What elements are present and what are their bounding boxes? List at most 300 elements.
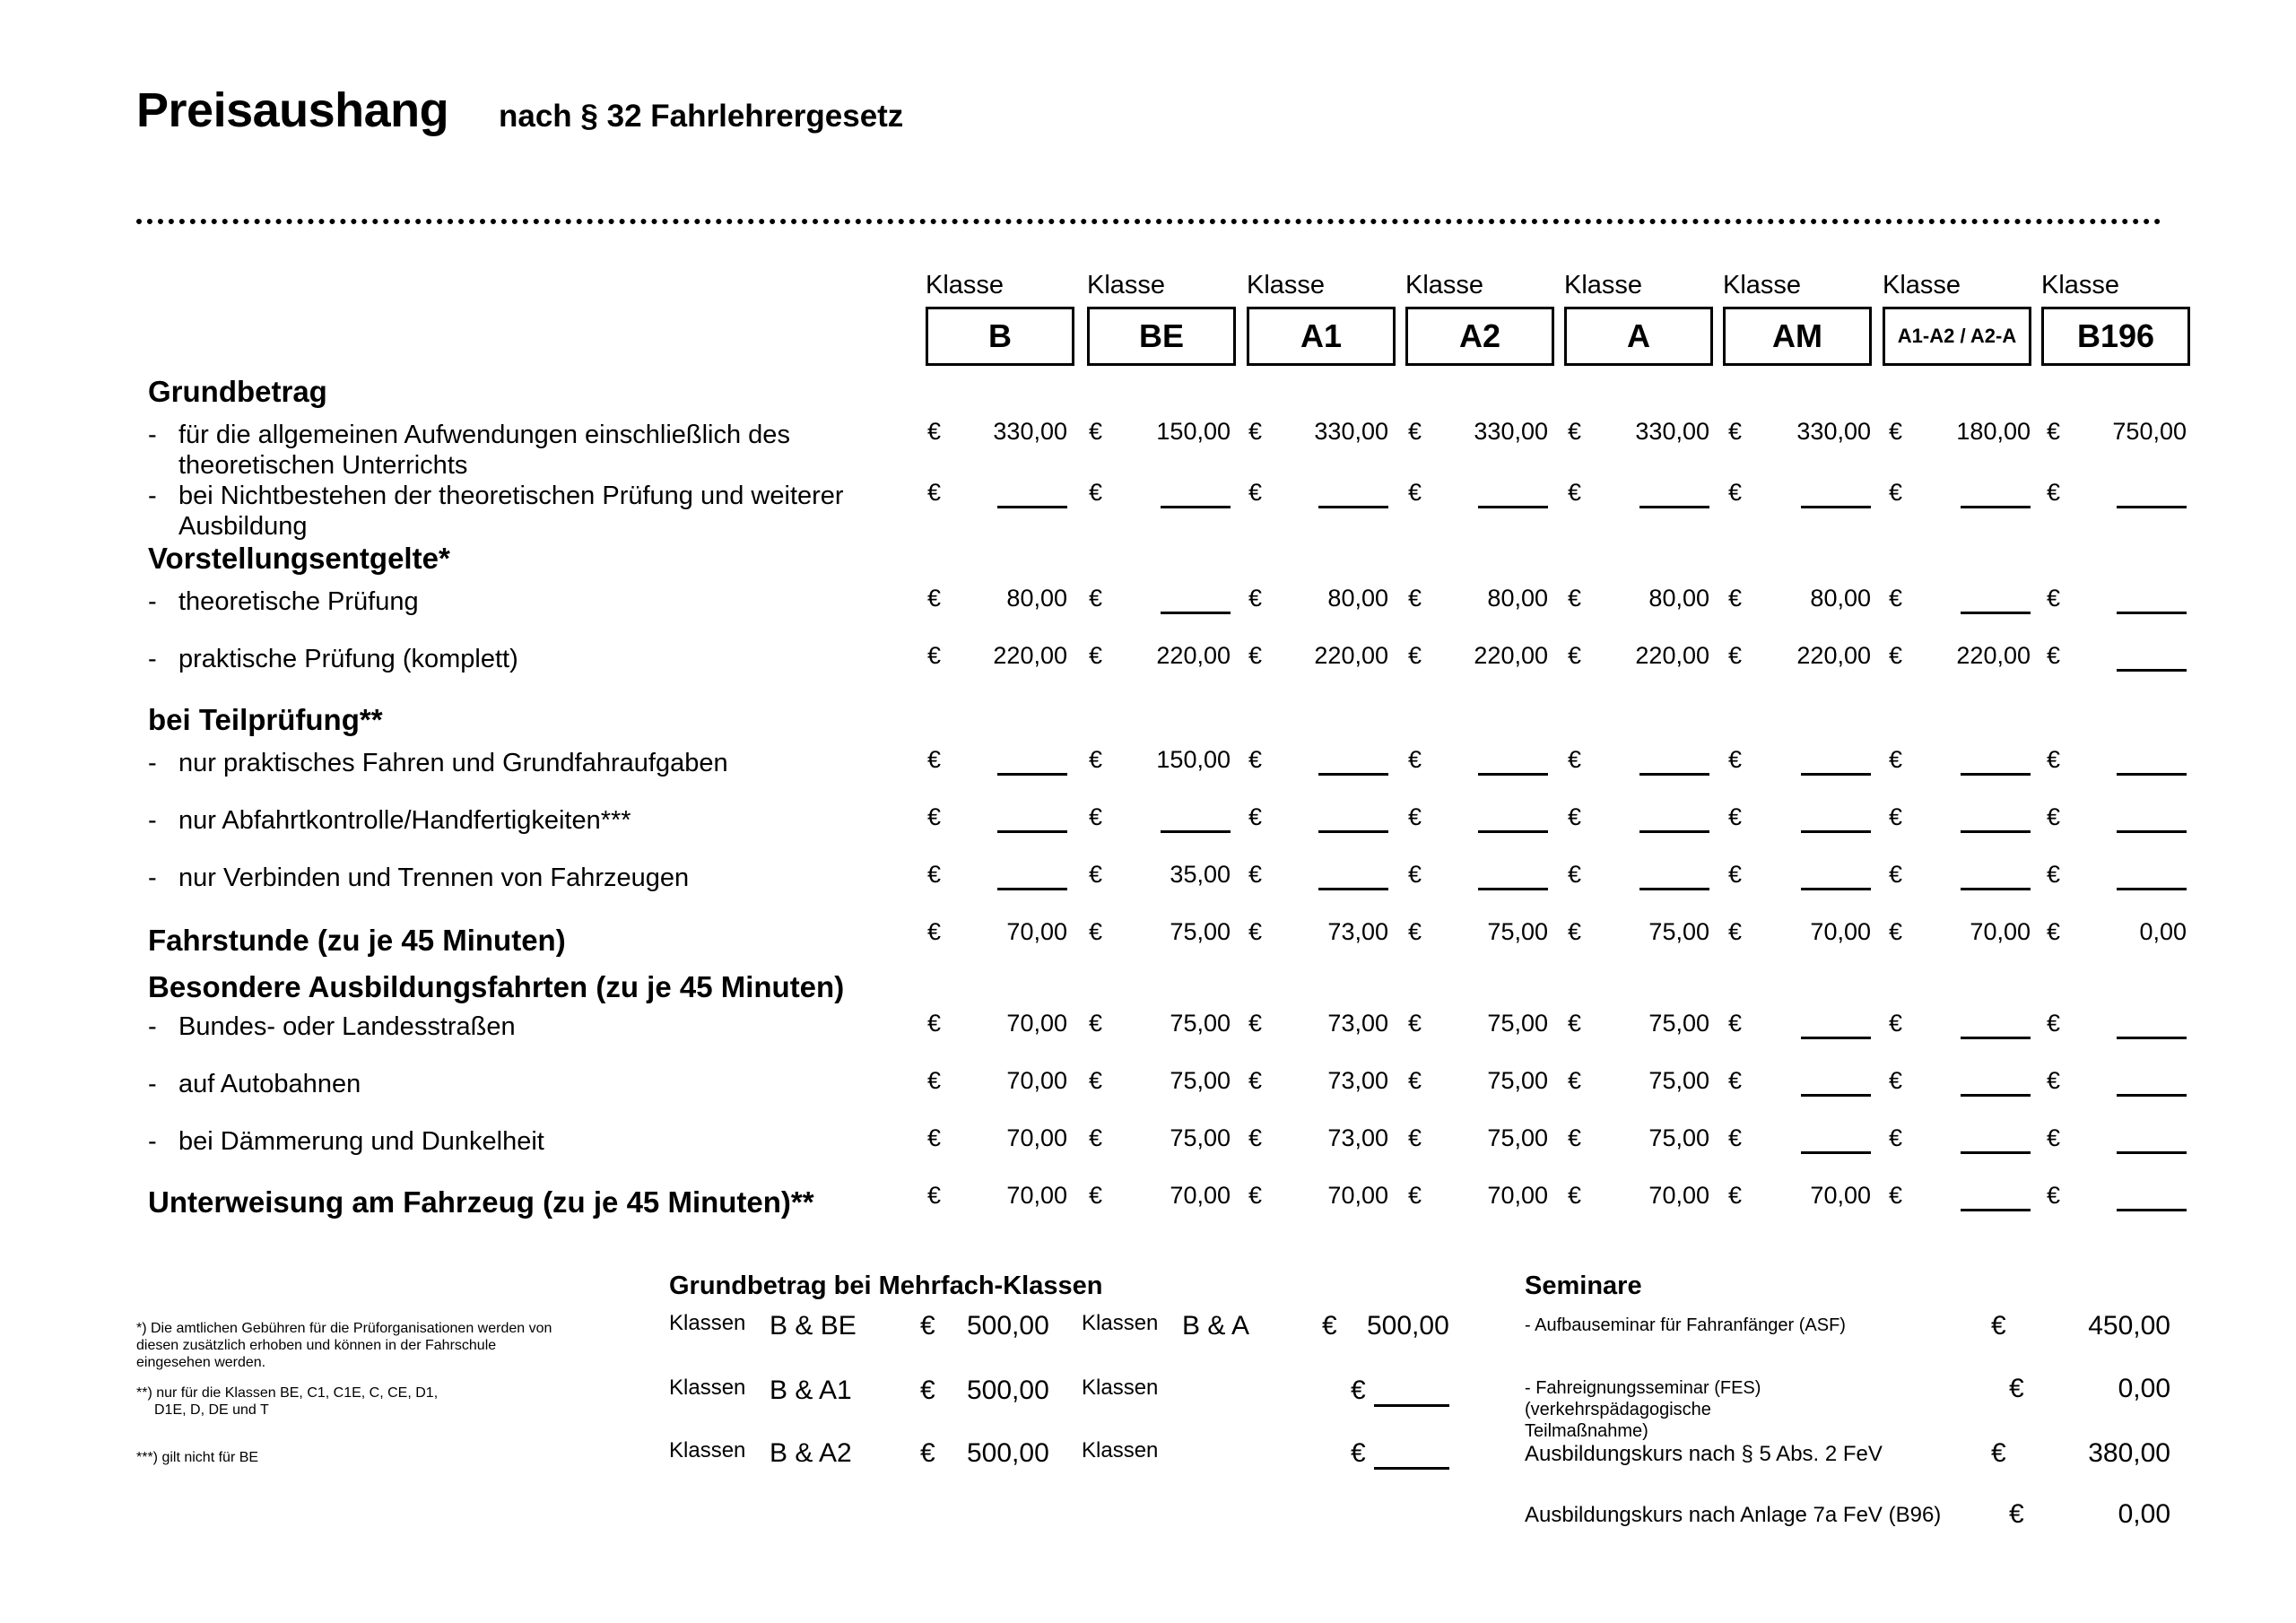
euro-sign: € bbox=[1408, 1010, 1422, 1037]
price-value: 35,00 bbox=[1170, 861, 1231, 888]
price-blank-field bbox=[1923, 861, 2031, 891]
blank-line bbox=[1161, 830, 1231, 833]
blank-line bbox=[1801, 888, 1871, 890]
mehrfach-value: 500,00 bbox=[967, 1311, 1049, 1341]
mehrfach-klassen-label: Klassen bbox=[669, 1376, 746, 1400]
euro-sign: € bbox=[927, 803, 942, 830]
euro-sign: € bbox=[1408, 746, 1422, 773]
klasse-label: Klasse bbox=[1405, 271, 1484, 299]
seminar-label: - Fahreignungsseminar (FES) (verkehrspädagogische Teilmaßnahme) bbox=[1525, 1378, 1761, 1441]
row-label: - bei Dämmerung und Dunkelheit bbox=[148, 1127, 544, 1156]
price-blank-field bbox=[1440, 479, 1548, 509]
price-value: 75,00 bbox=[1648, 1010, 1709, 1037]
row-label: - bei Nichtbestehen der theoretischen Prüfung und weiterer Ausbildung bbox=[148, 482, 844, 541]
price-blank-field bbox=[1923, 746, 2031, 777]
euro-sign: € bbox=[1089, 918, 1103, 945]
euro-sign: € bbox=[1568, 418, 1582, 445]
euro-sign: € bbox=[1248, 803, 1263, 830]
mehrfach-value: 500,00 bbox=[967, 1376, 1049, 1405]
price-value: 180,00 bbox=[1956, 418, 2031, 445]
price-value: 73,00 bbox=[1327, 918, 1388, 945]
price-blank-field bbox=[1923, 479, 2031, 509]
euro-sign: € bbox=[1089, 585, 1103, 612]
price-blank-field bbox=[2079, 585, 2187, 615]
euro-sign: € bbox=[1568, 803, 1582, 830]
price-value: 75,00 bbox=[1487, 1010, 1548, 1037]
euro-sign: € bbox=[2047, 418, 2061, 445]
euro-sign: € bbox=[1728, 1010, 1743, 1037]
blank-line bbox=[1318, 773, 1388, 776]
euro-sign: € bbox=[1728, 585, 1743, 612]
euro-sign: € bbox=[927, 418, 942, 445]
price-value: 70,00 bbox=[1487, 1182, 1548, 1209]
euro-sign: € bbox=[1568, 861, 1582, 888]
price-value: 80,00 bbox=[1327, 585, 1388, 612]
euro-sign: € bbox=[1889, 746, 1903, 773]
price-value: 75,00 bbox=[1487, 1124, 1548, 1151]
price-blank-field bbox=[1763, 803, 1871, 834]
klasse-box: A2 bbox=[1405, 307, 1554, 366]
price-blank-field bbox=[2079, 803, 2187, 834]
blank-line bbox=[1961, 1209, 2031, 1211]
euro-sign: € bbox=[2047, 918, 2061, 945]
blank-line bbox=[1961, 506, 2031, 508]
price-blank-field bbox=[1440, 746, 1548, 777]
euro-sign: € bbox=[2047, 585, 2061, 612]
euro-sign: € bbox=[1408, 585, 1422, 612]
blank-line bbox=[1374, 1440, 1449, 1470]
euro-sign: € bbox=[1568, 642, 1582, 669]
price-value: 220,00 bbox=[1796, 642, 1871, 669]
euro-sign: € bbox=[1408, 418, 1422, 445]
euro-sign: € bbox=[1089, 861, 1103, 888]
blank-line bbox=[1801, 1094, 1871, 1097]
price-value: 75,00 bbox=[1487, 1067, 1548, 1094]
price-value: 75,00 bbox=[1170, 918, 1231, 945]
price-value: 73,00 bbox=[1327, 1067, 1388, 1094]
price-value: 330,00 bbox=[1635, 418, 1709, 445]
euro-sign: € bbox=[920, 1438, 935, 1468]
price-blank-field bbox=[1923, 1010, 2031, 1040]
euro-sign: € bbox=[2009, 1374, 2024, 1403]
euro-sign: € bbox=[1728, 861, 1743, 888]
euro-sign: € bbox=[1889, 918, 1903, 945]
euro-sign: € bbox=[1089, 746, 1103, 773]
price-blank-field bbox=[2079, 642, 2187, 673]
klasse-box: A1-A2 / A2-A bbox=[1883, 307, 2031, 366]
seminar-value: 0,00 bbox=[2118, 1374, 2170, 1403]
price-value: 73,00 bbox=[1327, 1124, 1388, 1151]
klasse-box: A bbox=[1564, 307, 1713, 366]
price-value: 330,00 bbox=[1314, 418, 1388, 445]
euro-sign: € bbox=[1351, 1376, 1366, 1405]
euro-sign: € bbox=[920, 1311, 935, 1341]
price-value: 150,00 bbox=[1156, 418, 1231, 445]
euro-sign: € bbox=[2047, 1182, 2061, 1209]
blank-line bbox=[2117, 830, 2187, 833]
euro-sign: € bbox=[1728, 803, 1743, 830]
blank-line bbox=[2117, 1209, 2187, 1211]
seminar-label: Ausbildungskurs nach Anlage 7a FeV (B96) bbox=[1525, 1503, 1942, 1527]
blank-line bbox=[1801, 1037, 1871, 1039]
seminar-label: - Aufbauseminar für Fahranfänger (ASF) bbox=[1525, 1315, 1846, 1335]
euro-sign: € bbox=[927, 642, 942, 669]
price-blank-field bbox=[1281, 861, 1388, 891]
euro-sign: € bbox=[920, 1376, 935, 1405]
euro-sign: € bbox=[1248, 1182, 1263, 1209]
price-value: 75,00 bbox=[1648, 1067, 1709, 1094]
euro-sign: € bbox=[1408, 1067, 1422, 1094]
row-label: - nur Verbinden und Trennen von Fahrzeugen bbox=[148, 864, 690, 892]
price-blank-field bbox=[1923, 1124, 2031, 1155]
price-value: 220,00 bbox=[1635, 642, 1709, 669]
euro-sign: € bbox=[1089, 1010, 1103, 1037]
euro-sign: € bbox=[1248, 746, 1263, 773]
price-value: 150,00 bbox=[1156, 746, 1231, 773]
price-value: 70,00 bbox=[1006, 1067, 1067, 1094]
mehrfach-klassen-label: Klassen bbox=[669, 1438, 746, 1462]
price-blank-field bbox=[2079, 1182, 2187, 1212]
blank-line bbox=[997, 888, 1067, 890]
euro-sign: € bbox=[1248, 861, 1263, 888]
euro-sign: € bbox=[1728, 918, 1743, 945]
euro-sign: € bbox=[1728, 746, 1743, 773]
price-value: 70,00 bbox=[1006, 1010, 1067, 1037]
euro-sign: € bbox=[1889, 803, 1903, 830]
euro-sign: € bbox=[1728, 418, 1743, 445]
price-blank-field bbox=[1440, 803, 1548, 834]
price-blank-field bbox=[1763, 1010, 1871, 1040]
blank-line bbox=[1801, 506, 1871, 508]
euro-sign: € bbox=[2047, 746, 2061, 773]
row-label: - auf Autobahnen bbox=[148, 1070, 361, 1098]
price-value: 70,00 bbox=[1006, 1182, 1067, 1209]
euro-sign: € bbox=[2047, 861, 2061, 888]
price-value: 75,00 bbox=[1487, 918, 1548, 945]
blank-line bbox=[1639, 773, 1709, 776]
euro-sign: € bbox=[1248, 918, 1263, 945]
euro-sign: € bbox=[1089, 1182, 1103, 1209]
euro-sign: € bbox=[1728, 1124, 1743, 1151]
klasse-box: A1 bbox=[1247, 307, 1396, 366]
euro-sign: € bbox=[1248, 1124, 1263, 1151]
euro-sign: € bbox=[1408, 642, 1422, 669]
euro-sign: € bbox=[927, 1124, 942, 1151]
price-blank-field bbox=[1923, 1067, 2031, 1098]
euro-sign: € bbox=[1089, 642, 1103, 669]
price-blank-field bbox=[1123, 585, 1231, 615]
klasse-box: B196 bbox=[2041, 307, 2190, 366]
price-blank-field bbox=[1602, 861, 1709, 891]
euro-sign: € bbox=[927, 1010, 942, 1037]
euro-sign: € bbox=[1728, 642, 1743, 669]
price-blank-field bbox=[1602, 803, 1709, 834]
euro-sign: € bbox=[1889, 642, 1903, 669]
row-label: - nur praktisches Fahren und Grundfahraufgaben bbox=[148, 749, 728, 777]
price-blank-field bbox=[1281, 479, 1388, 509]
euro-sign: € bbox=[927, 585, 942, 612]
price-blank-field bbox=[1281, 746, 1388, 777]
price-blank-field bbox=[2079, 479, 2187, 509]
price-blank-field bbox=[1923, 1182, 2031, 1212]
price-blank-field bbox=[1763, 1124, 1871, 1155]
footnote-2: **) nur für die Klassen BE, C1, C1E, C, CE, D1, bbox=[136, 1385, 439, 1401]
euro-sign: € bbox=[2047, 642, 2061, 669]
blank-line bbox=[1961, 1037, 2031, 1039]
blank-line bbox=[1961, 773, 2031, 776]
dotted-divider bbox=[136, 219, 2161, 224]
price-value: 80,00 bbox=[1487, 585, 1548, 612]
price-value: 70,00 bbox=[1810, 1182, 1871, 1209]
euro-sign: € bbox=[1408, 918, 1422, 945]
price-value: 75,00 bbox=[1648, 918, 1709, 945]
seminar-value: 450,00 bbox=[2088, 1311, 2170, 1341]
seminar-label: Ausbildungskurs nach § 5 Abs. 2 FeV bbox=[1525, 1442, 1883, 1466]
section-unterweisung: Unterweisung am Fahrzeug (zu je 45 Minuten)** bbox=[148, 1185, 814, 1219]
euro-sign: € bbox=[1889, 1010, 1903, 1037]
blank-line bbox=[1639, 888, 1709, 890]
price-blank-field bbox=[2079, 1010, 2187, 1040]
price-value: 75,00 bbox=[1170, 1010, 1231, 1037]
seminar-value: 0,00 bbox=[2118, 1499, 2170, 1529]
euro-sign: € bbox=[1248, 1010, 1263, 1037]
price-value: 75,00 bbox=[1648, 1124, 1709, 1151]
section-teilpruefung: bei Teilprüfung** bbox=[148, 703, 383, 736]
euro-sign: € bbox=[1408, 861, 1422, 888]
euro-sign: € bbox=[1408, 1182, 1422, 1209]
klasse-label: Klasse bbox=[1723, 271, 1802, 299]
euro-sign: € bbox=[1089, 1067, 1103, 1094]
price-value: 80,00 bbox=[1810, 585, 1871, 612]
klasse-box: AM bbox=[1723, 307, 1872, 366]
blank-line bbox=[1478, 888, 1548, 890]
footnote-2-cont: D1E, D, DE und T bbox=[154, 1402, 269, 1418]
blank-line bbox=[2117, 1037, 2187, 1039]
section-besondere-ausbildungsfahrten: Besondere Ausbildungsfahrten (zu je 45 Minuten) bbox=[148, 970, 845, 1003]
section-grundbetrag: Grundbetrag bbox=[148, 375, 327, 408]
euro-sign: € bbox=[1889, 1067, 1903, 1094]
blank-line bbox=[2117, 1094, 2187, 1097]
row-label: - Bundes- oder Landesstraßen bbox=[148, 1012, 516, 1041]
price-blank-field bbox=[1123, 803, 1231, 834]
blank-line bbox=[997, 773, 1067, 776]
price-value: 80,00 bbox=[1006, 585, 1067, 612]
klasse-label: Klasse bbox=[2041, 271, 2120, 299]
mehrfach-combo: B & A2 bbox=[770, 1438, 852, 1468]
klasse-label: Klasse bbox=[926, 271, 1004, 299]
price-blank-field bbox=[1763, 479, 1871, 509]
blank-line bbox=[1639, 830, 1709, 833]
mehrfach-combo: B & A bbox=[1182, 1311, 1250, 1341]
euro-sign: € bbox=[2047, 1010, 2061, 1037]
blank-line bbox=[2117, 506, 2187, 508]
price-value: 220,00 bbox=[993, 642, 1067, 669]
price-value: 80,00 bbox=[1648, 585, 1709, 612]
euro-sign: € bbox=[1248, 418, 1263, 445]
footnote-1: *) Die amtlichen Gebühren für die Prüforganisationen werden von diesen zusätzlich erhoben und können in der Fahrschule eingesehen werden. bbox=[136, 1321, 552, 1370]
page-title: Preisaushang bbox=[136, 83, 449, 137]
price-value: 220,00 bbox=[1314, 642, 1388, 669]
price-blank-field bbox=[2079, 1124, 2187, 1155]
blank-line bbox=[1961, 1094, 2031, 1097]
euro-sign: € bbox=[927, 1182, 942, 1209]
price-blank-field bbox=[960, 479, 1067, 509]
price-value: 330,00 bbox=[1796, 418, 1871, 445]
euro-sign: € bbox=[1408, 479, 1422, 506]
euro-sign: € bbox=[927, 918, 942, 945]
price-blank-field bbox=[1440, 861, 1548, 891]
euro-sign: € bbox=[1089, 479, 1103, 506]
price-value: 220,00 bbox=[1956, 642, 2031, 669]
mehrfach-value: 500,00 bbox=[1367, 1311, 1449, 1341]
mehrfach-combo: B & A1 bbox=[770, 1376, 852, 1405]
euro-sign: € bbox=[1568, 1124, 1582, 1151]
euro-sign: € bbox=[1728, 1182, 1743, 1209]
blank-line bbox=[1161, 506, 1231, 508]
blank-line bbox=[2117, 669, 2187, 672]
euro-sign: € bbox=[1568, 746, 1582, 773]
blank-line bbox=[1961, 830, 2031, 833]
price-value: 70,00 bbox=[1327, 1182, 1388, 1209]
blank-line bbox=[2117, 888, 2187, 890]
euro-sign: € bbox=[1089, 418, 1103, 445]
euro-sign: € bbox=[1568, 585, 1582, 612]
klasse-box: BE bbox=[1087, 307, 1236, 366]
price-blank-field bbox=[1763, 1067, 1871, 1098]
euro-sign: € bbox=[1568, 1010, 1582, 1037]
price-blank-field bbox=[1602, 479, 1709, 509]
euro-sign: € bbox=[1991, 1311, 2006, 1341]
section-fahrstunde: Fahrstunde (zu je 45 Minuten) bbox=[148, 924, 566, 957]
price-value: 70,00 bbox=[1648, 1182, 1709, 1209]
mehrfach-klassen-label: Klassen bbox=[1082, 1438, 1159, 1462]
price-blank-field bbox=[2079, 1067, 2187, 1098]
mehrfach-klassen-label: Klassen bbox=[1082, 1311, 1159, 1335]
euro-sign: € bbox=[1889, 1182, 1903, 1209]
euro-sign: € bbox=[1889, 585, 1903, 612]
mehrfach-combo: B & BE bbox=[770, 1311, 857, 1341]
price-blank-field bbox=[1763, 861, 1871, 891]
price-value: 750,00 bbox=[2112, 418, 2187, 445]
price-blank-field bbox=[960, 861, 1067, 891]
seminare-heading: Seminare bbox=[1525, 1271, 1642, 1300]
euro-sign: € bbox=[1568, 479, 1582, 506]
blank-line bbox=[997, 830, 1067, 833]
euro-sign: € bbox=[1889, 418, 1903, 445]
euro-sign: € bbox=[1351, 1438, 1366, 1468]
euro-sign: € bbox=[927, 1067, 942, 1094]
blank-line bbox=[2117, 773, 2187, 776]
euro-sign: € bbox=[1248, 479, 1263, 506]
price-value: 0,00 bbox=[2139, 918, 2187, 945]
euro-sign: € bbox=[2047, 1124, 2061, 1151]
euro-sign: € bbox=[2047, 479, 2061, 506]
euro-sign: € bbox=[1568, 918, 1582, 945]
seminar-value: 380,00 bbox=[2088, 1438, 2170, 1468]
euro-sign: € bbox=[1322, 1311, 1337, 1341]
euro-sign: € bbox=[1991, 1438, 2006, 1468]
euro-sign: € bbox=[927, 861, 942, 888]
euro-sign: € bbox=[1248, 642, 1263, 669]
row-label: - nur Abfahrtkontrolle/Handfertigkeiten*** bbox=[148, 806, 631, 835]
footnote-3: ***) gilt nicht für BE bbox=[136, 1450, 259, 1465]
klasse-box: B bbox=[926, 307, 1074, 366]
row-label: - praktische Prüfung (komplett) bbox=[148, 645, 518, 673]
blank-line bbox=[1801, 830, 1871, 833]
blank-line bbox=[2117, 1151, 2187, 1154]
price-value: 73,00 bbox=[1327, 1010, 1388, 1037]
price-value: 70,00 bbox=[1810, 918, 1871, 945]
klasse-label: Klasse bbox=[1883, 271, 1961, 299]
blank-line bbox=[1961, 1151, 2031, 1154]
euro-sign: € bbox=[927, 479, 942, 506]
euro-sign: € bbox=[2047, 803, 2061, 830]
price-blank-field bbox=[1602, 746, 1709, 777]
price-value: 70,00 bbox=[1006, 1124, 1067, 1151]
blank-line bbox=[1318, 888, 1388, 890]
price-value: 75,00 bbox=[1170, 1067, 1231, 1094]
euro-sign: € bbox=[1248, 585, 1263, 612]
euro-sign: € bbox=[1728, 479, 1743, 506]
price-blank-field bbox=[1763, 746, 1871, 777]
price-value: 330,00 bbox=[993, 418, 1067, 445]
euro-sign: € bbox=[927, 746, 942, 773]
euro-sign: € bbox=[1248, 1067, 1263, 1094]
price-value: 70,00 bbox=[1170, 1182, 1231, 1209]
blank-line bbox=[2117, 612, 2187, 614]
blank-line bbox=[1961, 612, 2031, 614]
row-label: - theoretische Prüfung bbox=[148, 587, 419, 616]
price-blank-field bbox=[2079, 861, 2187, 891]
page-subtitle: nach § 32 Fahrlehrergesetz bbox=[499, 99, 904, 134]
euro-sign: € bbox=[1568, 1182, 1582, 1209]
blank-line bbox=[1318, 506, 1388, 508]
euro-sign: € bbox=[1728, 1067, 1743, 1094]
mehrfach-klassen-label: Klassen bbox=[669, 1311, 746, 1335]
euro-sign: € bbox=[1568, 1067, 1582, 1094]
blank-line bbox=[1639, 506, 1709, 508]
price-blank-field bbox=[960, 746, 1067, 777]
price-blank-field bbox=[1923, 803, 2031, 834]
price-value: 75,00 bbox=[1170, 1124, 1231, 1151]
blank-line bbox=[1801, 1151, 1871, 1154]
euro-sign: € bbox=[1889, 861, 1903, 888]
price-blank-field bbox=[1923, 585, 2031, 615]
price-blank-field bbox=[1281, 803, 1388, 834]
klasse-label: Klasse bbox=[1564, 271, 1643, 299]
euro-sign: € bbox=[2047, 1067, 2061, 1094]
price-value: 220,00 bbox=[1156, 642, 1231, 669]
price-value: 330,00 bbox=[1474, 418, 1548, 445]
euro-sign: € bbox=[1889, 479, 1903, 506]
euro-sign: € bbox=[1089, 803, 1103, 830]
blank-line bbox=[1801, 773, 1871, 776]
mehrfach-klassen-label: Klassen bbox=[1082, 1376, 1159, 1400]
mehrfach-value: 500,00 bbox=[967, 1438, 1049, 1468]
blank-line bbox=[1374, 1377, 1449, 1407]
euro-sign: € bbox=[2009, 1499, 2024, 1529]
euro-sign: € bbox=[1889, 1124, 1903, 1151]
section-vorstellungsentgelte: Vorstellungsentgelte* bbox=[148, 542, 450, 575]
price-value: 70,00 bbox=[1970, 918, 2031, 945]
klasse-label: Klasse bbox=[1087, 271, 1166, 299]
blank-line bbox=[1318, 830, 1388, 833]
blank-line bbox=[1961, 888, 2031, 890]
euro-sign: € bbox=[1408, 803, 1422, 830]
price-blank-field bbox=[960, 803, 1067, 834]
euro-sign: € bbox=[1089, 1124, 1103, 1151]
price-value: 220,00 bbox=[1474, 642, 1548, 669]
